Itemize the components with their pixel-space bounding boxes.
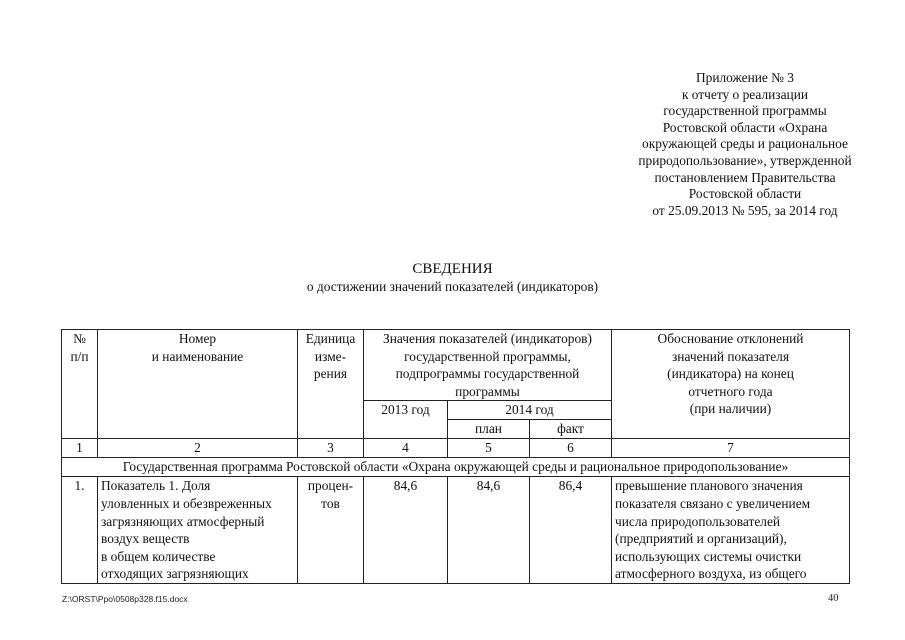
column-number: 1	[62, 439, 98, 458]
header-year-2013: 2013 год	[364, 401, 448, 439]
header-unit: Единица изме- рения	[298, 330, 364, 439]
appendix-line: Ростовской области	[688, 186, 802, 202]
table-header-row	[62, 330, 850, 401]
file-path: Z:\ORST\Ppo\0508p328.f15.docx	[62, 594, 188, 604]
row-plan-2014: 84,6	[448, 477, 530, 584]
header-plan: план	[448, 420, 530, 439]
column-number: 3	[298, 439, 364, 458]
row-justification: превышение планового значения показателя связано с увеличением числа природопользователей (предприятий и организаций), использующих системы очистки атмосферного воздуха, из общего	[612, 477, 850, 584]
header-values: Значения показателей (индикаторов) государственной программы, подпрограммы государственной программы	[364, 330, 612, 401]
row-indicator-name: Показатель 1. Доля уловленных и обезвреженных загрязняющих атмосферный воздух веществ в общем количестве отходящих загрязняющих	[98, 477, 298, 584]
header-number: № п/п	[62, 330, 98, 439]
appendix-line: Ростовской области «Охрана	[662, 119, 828, 135]
document-subtitle: о достижении значений показателей (индикаторов)	[306, 279, 599, 294]
column-number: 7	[612, 439, 850, 458]
header-name: Номер и наименование	[98, 330, 298, 439]
column-number: 6	[530, 439, 612, 458]
document-title: СВЕДЕНИЯ	[412, 261, 493, 277]
row-fact-2014: 86,4	[530, 477, 612, 584]
appendix-line: от 25.09.2013 № 595, за 2014 год	[652, 202, 838, 218]
row-value-2013: 84,6	[364, 477, 448, 584]
row-number: 1.	[62, 477, 98, 584]
page-number: 40	[828, 593, 839, 604]
table-row	[62, 477, 850, 584]
appendix-note	[600, 70, 890, 219]
row-unit: процен- тов	[298, 477, 364, 584]
column-number: 4	[364, 439, 448, 458]
column-number-row	[62, 439, 850, 458]
appendix-line: к отчету о реализации	[681, 86, 809, 102]
appendix-line: государственной программы	[663, 103, 827, 119]
header-fact: факт	[530, 420, 612, 439]
column-number: 2	[98, 439, 298, 458]
indicators-table	[61, 329, 850, 584]
appendix-line: постановлением Правительства	[654, 169, 836, 185]
document-heading	[0, 260, 905, 296]
section-title: Государственная программа Ростовской области «Охрана окружающей среды и рациональное природопользование»	[62, 458, 850, 477]
column-number: 5	[448, 439, 530, 458]
header-year-2014: 2014 год	[448, 401, 612, 420]
header-justification: Обоснование отклонений значений показателя (индикатора) на конец отчетного года (при наличии)	[612, 330, 850, 439]
appendix-line: природопользование», утвержденной	[638, 152, 852, 168]
appendix-line: окружающей среды и рациональное	[642, 136, 848, 152]
appendix-line: Приложение № 3	[695, 70, 795, 85]
section-row	[62, 458, 850, 477]
